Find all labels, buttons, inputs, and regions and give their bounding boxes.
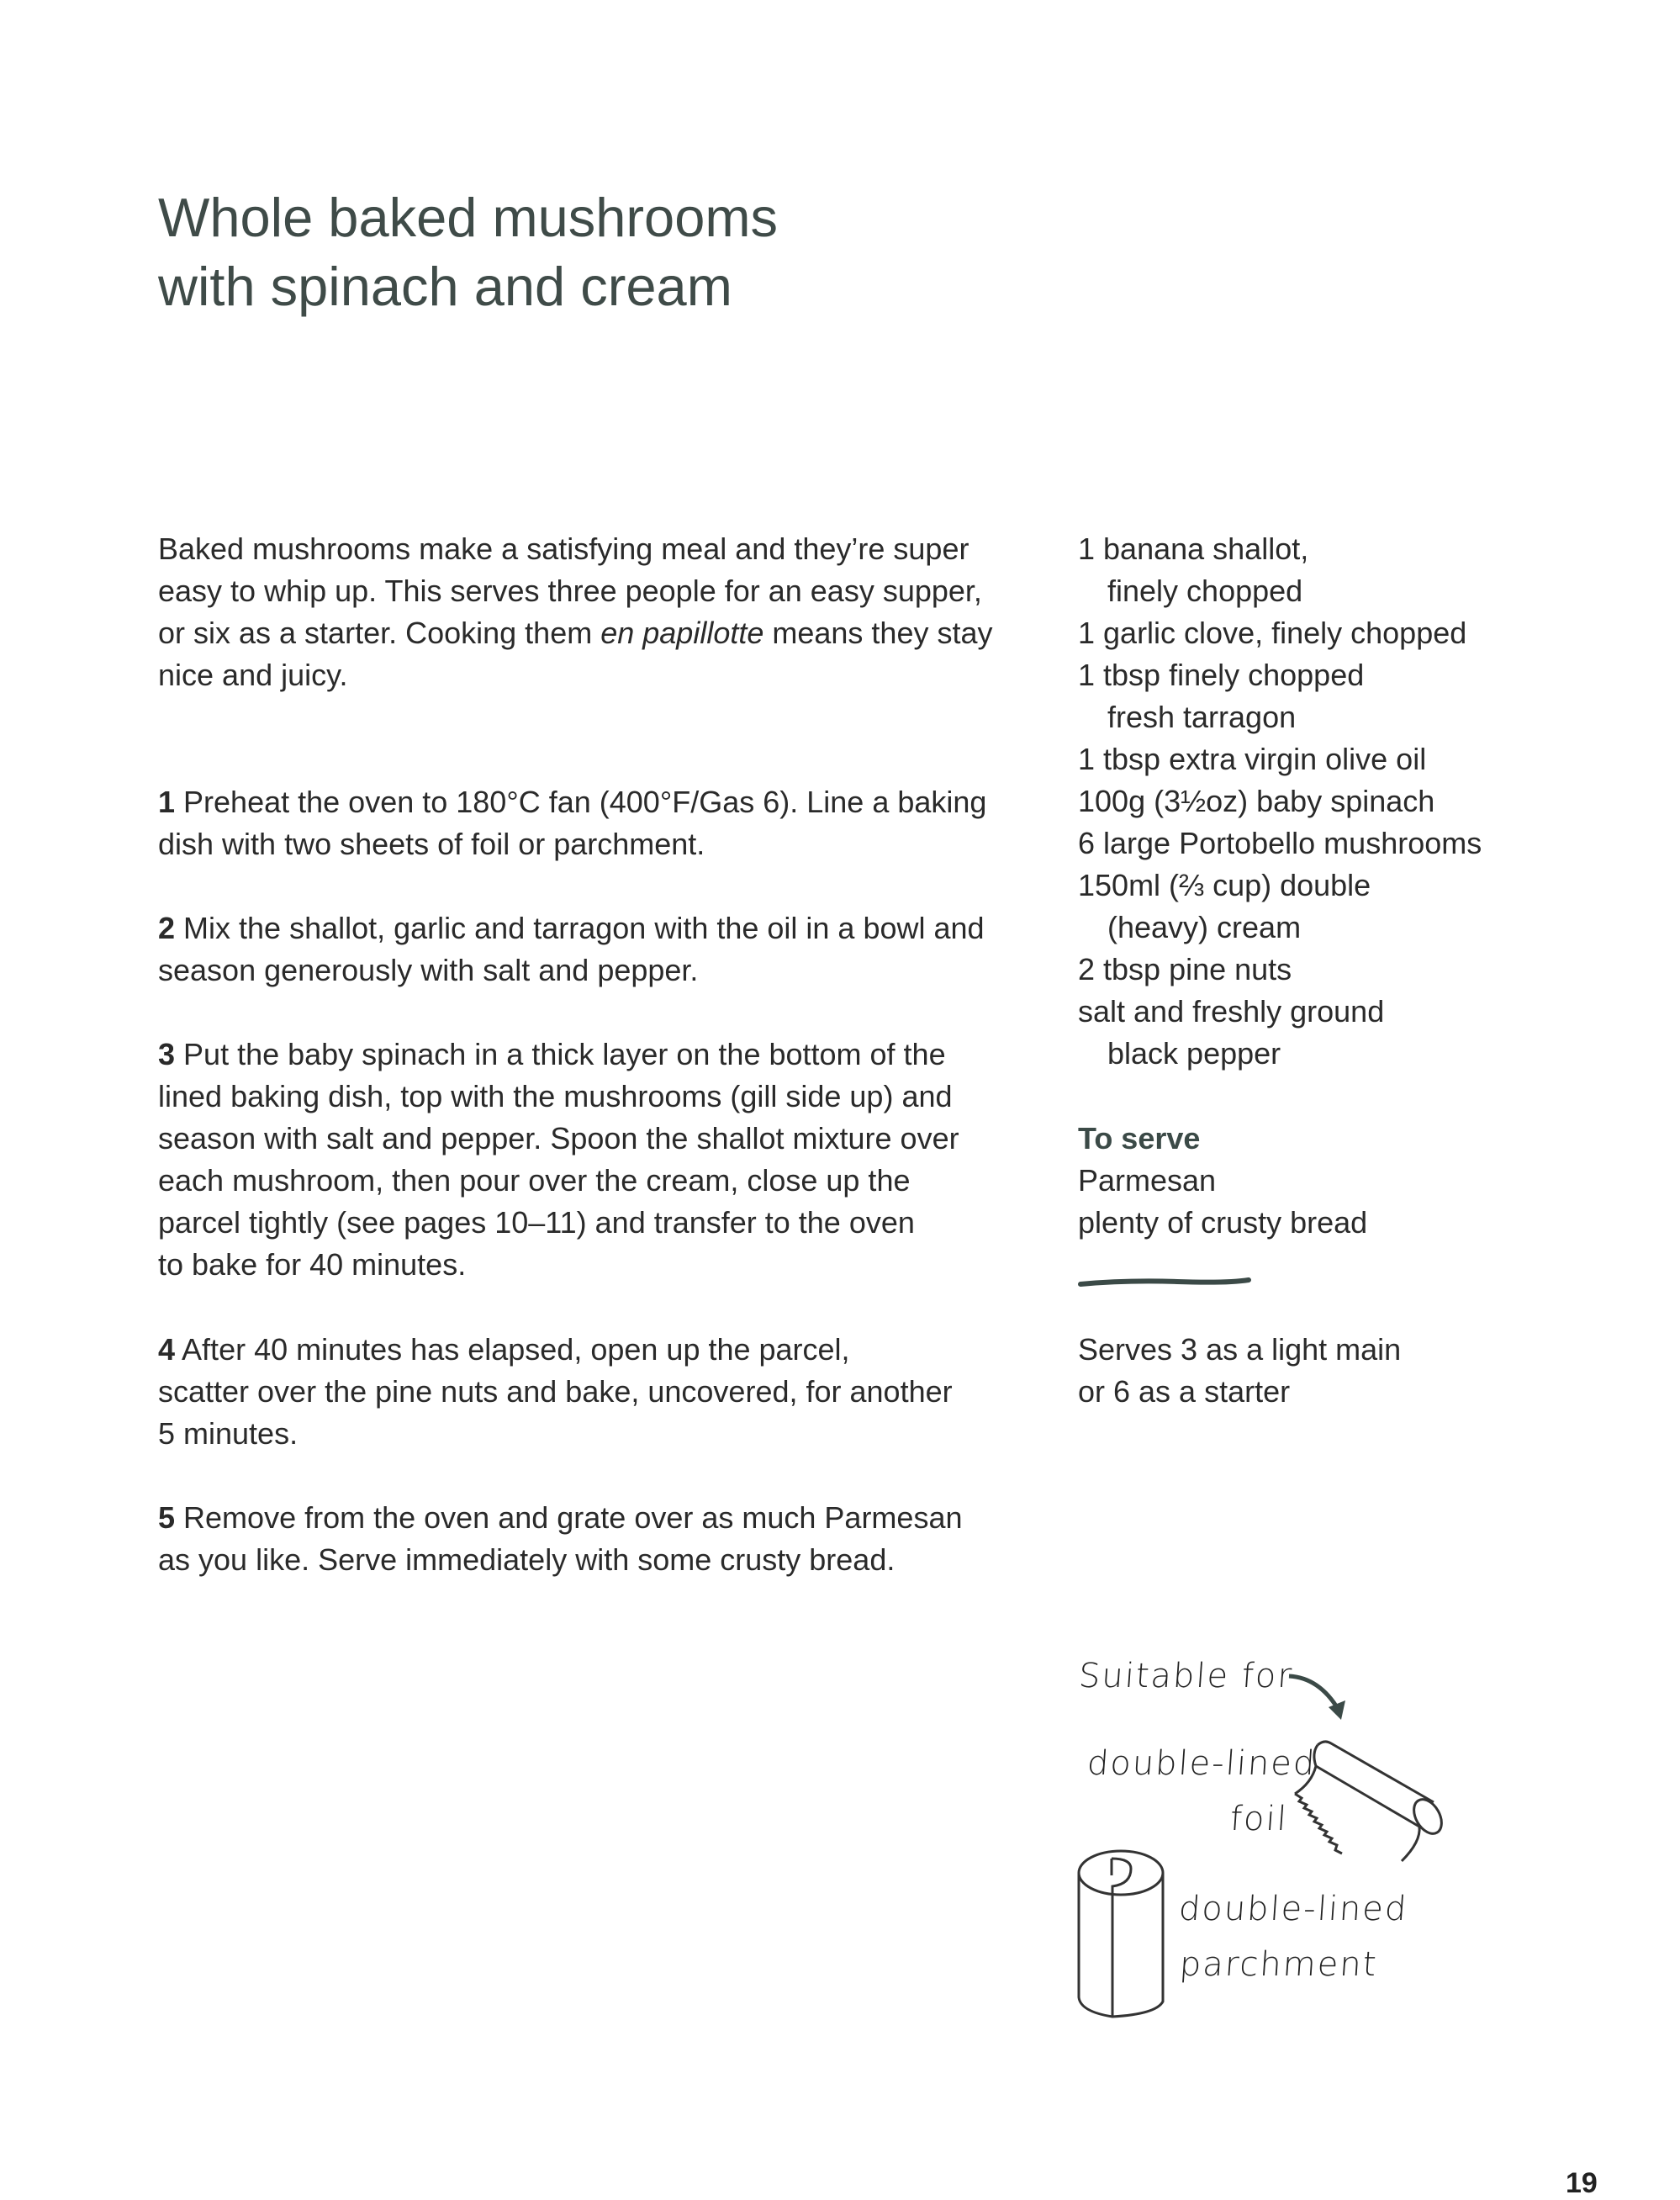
- parchment-label-2: parchment: [1178, 1945, 1380, 1984]
- serve-item: plenty of crusty bread: [1078, 1205, 1368, 1240]
- foil-label-2: foil: [1228, 1800, 1290, 1838]
- title-line: Whole baked mushrooms: [158, 187, 778, 248]
- ingredient-line: black pepper: [1107, 1036, 1281, 1071]
- step-line: dish with two sheets of foil or parchment.: [158, 827, 705, 861]
- step-line: parcel tightly (see pages 10–11) and transfer to the oven: [158, 1205, 915, 1240]
- ingredient-line: 6 large Portobello mushrooms: [1078, 826, 1482, 860]
- step-text: Remove from the oven and grate over as much Parmesan: [175, 1500, 963, 1535]
- intro-line: nice and juicy.: [158, 658, 348, 692]
- step-line: season with salt and pepper. Spoon the shallot mixture over: [158, 1121, 959, 1156]
- intro-line: Baked mushrooms make a satisfying meal and they’re super: [158, 531, 969, 566]
- step-line: as you like. Serve immediately with some crusty bread.: [158, 1542, 895, 1577]
- ingredient-line: fresh tarragon: [1107, 700, 1297, 734]
- step-line: scatter over the pine nuts and bake, uncovered, for another: [158, 1374, 953, 1409]
- step-number: 5: [158, 1500, 176, 1535]
- step-line: each mushroom, then pour over the cream, close up the: [158, 1163, 911, 1198]
- step-number: 2: [158, 911, 176, 945]
- ingredient-line: finely chopped: [1107, 574, 1303, 608]
- ingredient-line: salt and freshly ground: [1078, 994, 1385, 1029]
- intro-italic: en papillotte: [600, 616, 764, 650]
- foil-roll-icon: [1295, 1742, 1447, 1861]
- serves-line: Serves 3 as a light main: [1078, 1332, 1402, 1367]
- foil-label: double-lined: [1086, 1744, 1318, 1783]
- step-line: lined baking dish, top with the mushrooms (gill side up) and: [158, 1079, 953, 1113]
- step-text: Preheat the oven to 180°C fan (400°F/Gas 6). Line a baking: [175, 785, 987, 819]
- suitable-for-note: Suitable for: [1077, 1657, 1295, 1695]
- serves-info: [1078, 1329, 1401, 1413]
- ingredient-line: 1 garlic clove, finely chopped: [1078, 616, 1467, 650]
- step-text: Mix the shallot, garlic and tarragon with the oil in a bowl and: [175, 911, 985, 945]
- ingredient-line: 1 tbsp finely chopped: [1078, 658, 1365, 692]
- step-number: 4: [158, 1332, 176, 1367]
- step-text: Put the baby spinach in a thick layer on the bottom of the: [175, 1037, 946, 1071]
- intro-text: means they stay: [763, 616, 993, 650]
- step-line: to bake for 40 minutes.: [158, 1247, 467, 1282]
- parchment-label: double-lined: [1177, 1890, 1409, 1928]
- step-line: 5 minutes.: [158, 1416, 298, 1451]
- intro-line: easy to whip up. This serves three people for an easy supper,: [158, 574, 982, 608]
- step-number: 3: [158, 1037, 176, 1071]
- step-text: After 40 minutes has elapsed, open up the parcel,: [175, 1332, 850, 1367]
- ingredient-line: 1 tbsp extra virgin olive oil: [1078, 742, 1427, 776]
- arrow-head: [1329, 1700, 1345, 1720]
- serves-line: or 6 as a starter: [1078, 1374, 1291, 1409]
- title-line: with spinach and cream: [158, 256, 732, 317]
- divider-brush-stroke: [1080, 1280, 1249, 1284]
- ingredient-line: 100g (3½oz) baby spinach: [1078, 784, 1435, 818]
- ingredient-line: 150ml (⅔ cup) double: [1078, 868, 1371, 902]
- ingredient-line: 2 tbsp pine nuts: [1078, 952, 1292, 986]
- to-serve-heading: To serve: [1078, 1121, 1201, 1156]
- intro-text: or six as a starter. Cooking them: [158, 616, 601, 650]
- serve-item: Parmesan: [1078, 1163, 1217, 1198]
- parchment-roll-icon: [1079, 1851, 1163, 2017]
- step-line: season generously with salt and pepper.: [158, 953, 699, 987]
- step-number: 1: [158, 785, 176, 819]
- ingredient-line: 1 banana shallot,: [1078, 531, 1309, 566]
- ingredient-line: (heavy) cream: [1107, 910, 1302, 944]
- page-number: 19: [1566, 2167, 1598, 2199]
